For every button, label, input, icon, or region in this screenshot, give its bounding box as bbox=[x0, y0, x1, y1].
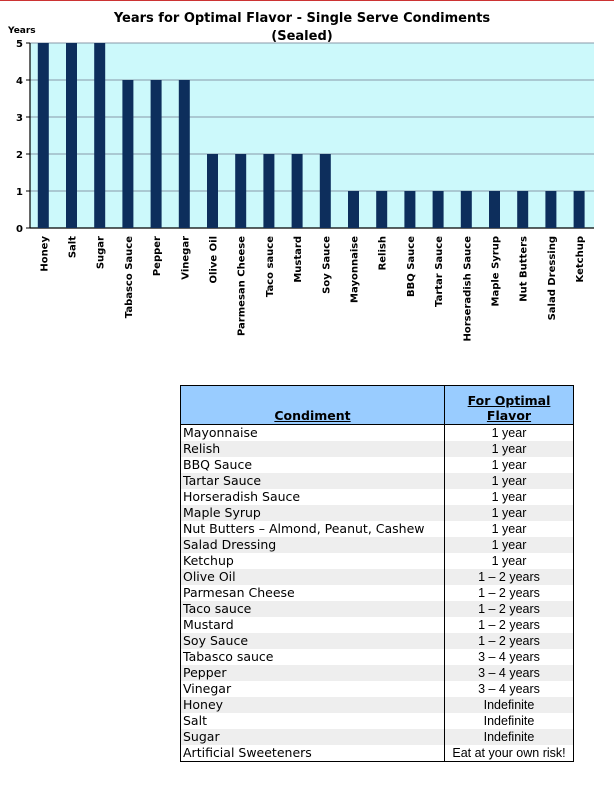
bar bbox=[433, 191, 444, 228]
optimal-flavor-cell: 1 – 2 years bbox=[445, 585, 574, 601]
table-row bbox=[181, 457, 574, 473]
x-tick-label: BBQ Sauce bbox=[405, 236, 417, 298]
x-tick-label: Pepper bbox=[152, 236, 164, 277]
bar bbox=[207, 154, 218, 228]
x-tick-label: Olive Oil bbox=[208, 236, 220, 284]
bar bbox=[66, 43, 77, 228]
bar bbox=[574, 191, 585, 228]
bar bbox=[122, 80, 133, 228]
x-tick-label: Mustard bbox=[293, 236, 305, 283]
bar bbox=[404, 191, 415, 228]
table-header-row bbox=[181, 386, 574, 425]
x-tick-label: Horseradish Sauce bbox=[462, 236, 474, 342]
condiment-name-cell: BBQ Sauce bbox=[181, 457, 445, 473]
condiment-name-cell: Taco sauce bbox=[181, 601, 445, 617]
y-axis-label: Years bbox=[8, 26, 36, 36]
optimal-flavor-cell: 1 year bbox=[445, 425, 574, 442]
condiment-name-cell: Salt bbox=[181, 713, 445, 729]
table-row bbox=[181, 633, 574, 649]
condiment-name-cell: Pepper bbox=[181, 665, 445, 681]
x-tick-label: Nut Butters bbox=[518, 236, 530, 302]
y-tick-label: 4 bbox=[16, 76, 23, 87]
condiment-name-cell: Maple Syrup bbox=[181, 505, 445, 521]
table-row bbox=[181, 601, 574, 617]
condiment-table bbox=[180, 385, 574, 762]
x-tick-label: Honey bbox=[39, 236, 51, 272]
optimal-flavor-cell: Indefinite bbox=[445, 729, 574, 745]
y-tick-label: 5 bbox=[16, 39, 23, 50]
optimal-flavor-cell: 1 – 2 years bbox=[445, 617, 574, 633]
table-row bbox=[181, 473, 574, 489]
table-row bbox=[181, 585, 574, 601]
chart-svg bbox=[0, 2, 600, 362]
table-row bbox=[181, 521, 574, 537]
y-tick-label: 3 bbox=[16, 113, 23, 124]
bar bbox=[94, 43, 105, 228]
chart-title-line-1: Years for Optimal Flavor - Single Serve Condiments bbox=[113, 11, 491, 26]
condiment-name-cell: Ketchup bbox=[181, 553, 445, 569]
table-row bbox=[181, 441, 574, 457]
y-tick-label: 0 bbox=[16, 224, 23, 235]
optimal-flavor-cell: 1 year bbox=[445, 505, 574, 521]
optimal-flavor-cell: 1 year bbox=[445, 441, 574, 457]
bar bbox=[38, 43, 49, 228]
condiment-name-cell: Vinegar bbox=[181, 681, 445, 697]
optimal-flavor-cell: 1 – 2 years bbox=[445, 601, 574, 617]
condiment-name-cell: Soy Sauce bbox=[181, 633, 445, 649]
condiment-name-cell: Tartar Sauce bbox=[181, 473, 445, 489]
optimal-flavor-cell: 3 – 4 years bbox=[445, 649, 574, 665]
optimal-flavor-cell: 1 year bbox=[445, 473, 574, 489]
optimal-flavor-cell: 3 – 4 years bbox=[445, 665, 574, 681]
table-body bbox=[181, 425, 574, 762]
bar bbox=[292, 154, 303, 228]
x-tick-label: Salt bbox=[67, 236, 79, 259]
bar bbox=[263, 154, 274, 228]
optimal-flavor-cell: 1 year bbox=[445, 537, 574, 553]
condiment-name-cell: Olive Oil bbox=[181, 569, 445, 585]
x-tick-label: Taco sauce bbox=[264, 236, 276, 298]
bar bbox=[517, 191, 528, 228]
table-row bbox=[181, 425, 574, 442]
x-tick-label: Soy Sauce bbox=[321, 236, 333, 294]
bar bbox=[151, 80, 162, 228]
top-divider-line bbox=[0, 0, 614, 1]
condiment-name-cell: Nut Butters – Almond, Peanut, Cashew bbox=[181, 521, 445, 537]
bar bbox=[348, 191, 359, 228]
optimal-flavor-cell: 1 – 2 years bbox=[445, 569, 574, 585]
condiment-name-cell: Tabasco sauce bbox=[181, 649, 445, 665]
bar bbox=[489, 191, 500, 228]
table-row bbox=[181, 729, 574, 745]
optimal-flavor-cell: 1 year bbox=[445, 553, 574, 569]
x-tick-label: Relish bbox=[377, 236, 389, 271]
bar bbox=[376, 191, 387, 228]
bar bbox=[235, 154, 246, 228]
condiment-name-cell: Artificial Sweeteners bbox=[181, 745, 445, 762]
x-tick-label: Tabasco Sauce bbox=[123, 236, 135, 319]
bar bbox=[545, 191, 556, 228]
x-tick-label: Maple Syrup bbox=[490, 236, 502, 307]
optimal-flavor-cell: 1 – 2 years bbox=[445, 633, 574, 649]
bar bbox=[320, 154, 331, 228]
table-row bbox=[181, 505, 574, 521]
table-row bbox=[181, 537, 574, 553]
chart-title-line-2: (Sealed) bbox=[271, 29, 333, 44]
header-optimal-flavor: For Optimal Flavor bbox=[445, 386, 574, 425]
table-row bbox=[181, 649, 574, 665]
optimal-flavor-cell: 3 – 4 years bbox=[445, 681, 574, 697]
table-row bbox=[181, 665, 574, 681]
condiment-name-cell: Mustard bbox=[181, 617, 445, 633]
bar bbox=[179, 80, 190, 228]
optimal-flavor-cell: Indefinite bbox=[445, 697, 574, 713]
table-row bbox=[181, 681, 574, 697]
table-row bbox=[181, 697, 574, 713]
condiment-name-cell: Horseradish Sauce bbox=[181, 489, 445, 505]
header-condiment: Condiment bbox=[181, 386, 445, 425]
condiment-table-container bbox=[180, 385, 573, 762]
table-row bbox=[181, 489, 574, 505]
table-row bbox=[181, 553, 574, 569]
y-tick-label: 2 bbox=[16, 150, 23, 161]
bar bbox=[461, 191, 472, 228]
optimal-flavor-cell: Indefinite bbox=[445, 713, 574, 729]
condiment-name-cell: Relish bbox=[181, 441, 445, 457]
optimal-flavor-cell: 1 year bbox=[445, 457, 574, 473]
x-tick-label: Tartar Sauce bbox=[434, 236, 446, 307]
x-tick-label: Ketchup bbox=[575, 236, 587, 283]
x-tick-label: Mayonnaise bbox=[349, 236, 361, 303]
condiment-name-cell: Parmesan Cheese bbox=[181, 585, 445, 601]
table-row bbox=[181, 569, 574, 585]
plot-background bbox=[30, 43, 594, 228]
condiment-name-cell: Mayonnaise bbox=[181, 425, 445, 442]
table-row bbox=[181, 617, 574, 633]
y-tick-label: 1 bbox=[16, 187, 23, 198]
table-row bbox=[181, 713, 574, 729]
condiment-name-cell: Sugar bbox=[181, 729, 445, 745]
condiment-name-cell: Salad Dressing bbox=[181, 537, 445, 553]
optimal-flavor-cell: 1 year bbox=[445, 489, 574, 505]
bar-chart bbox=[0, 2, 600, 362]
x-tick-label: Vinegar bbox=[180, 236, 192, 280]
x-tick-label: Parmesan Cheese bbox=[236, 236, 248, 336]
x-tick-label: Salad Dressing bbox=[546, 236, 558, 321]
optimal-flavor-cell: 1 year bbox=[445, 521, 574, 537]
x-tick-label: Sugar bbox=[95, 236, 107, 270]
optimal-flavor-cell: Eat at your own risk! bbox=[445, 745, 574, 762]
condiment-name-cell: Honey bbox=[181, 697, 445, 713]
table-row bbox=[181, 745, 574, 762]
